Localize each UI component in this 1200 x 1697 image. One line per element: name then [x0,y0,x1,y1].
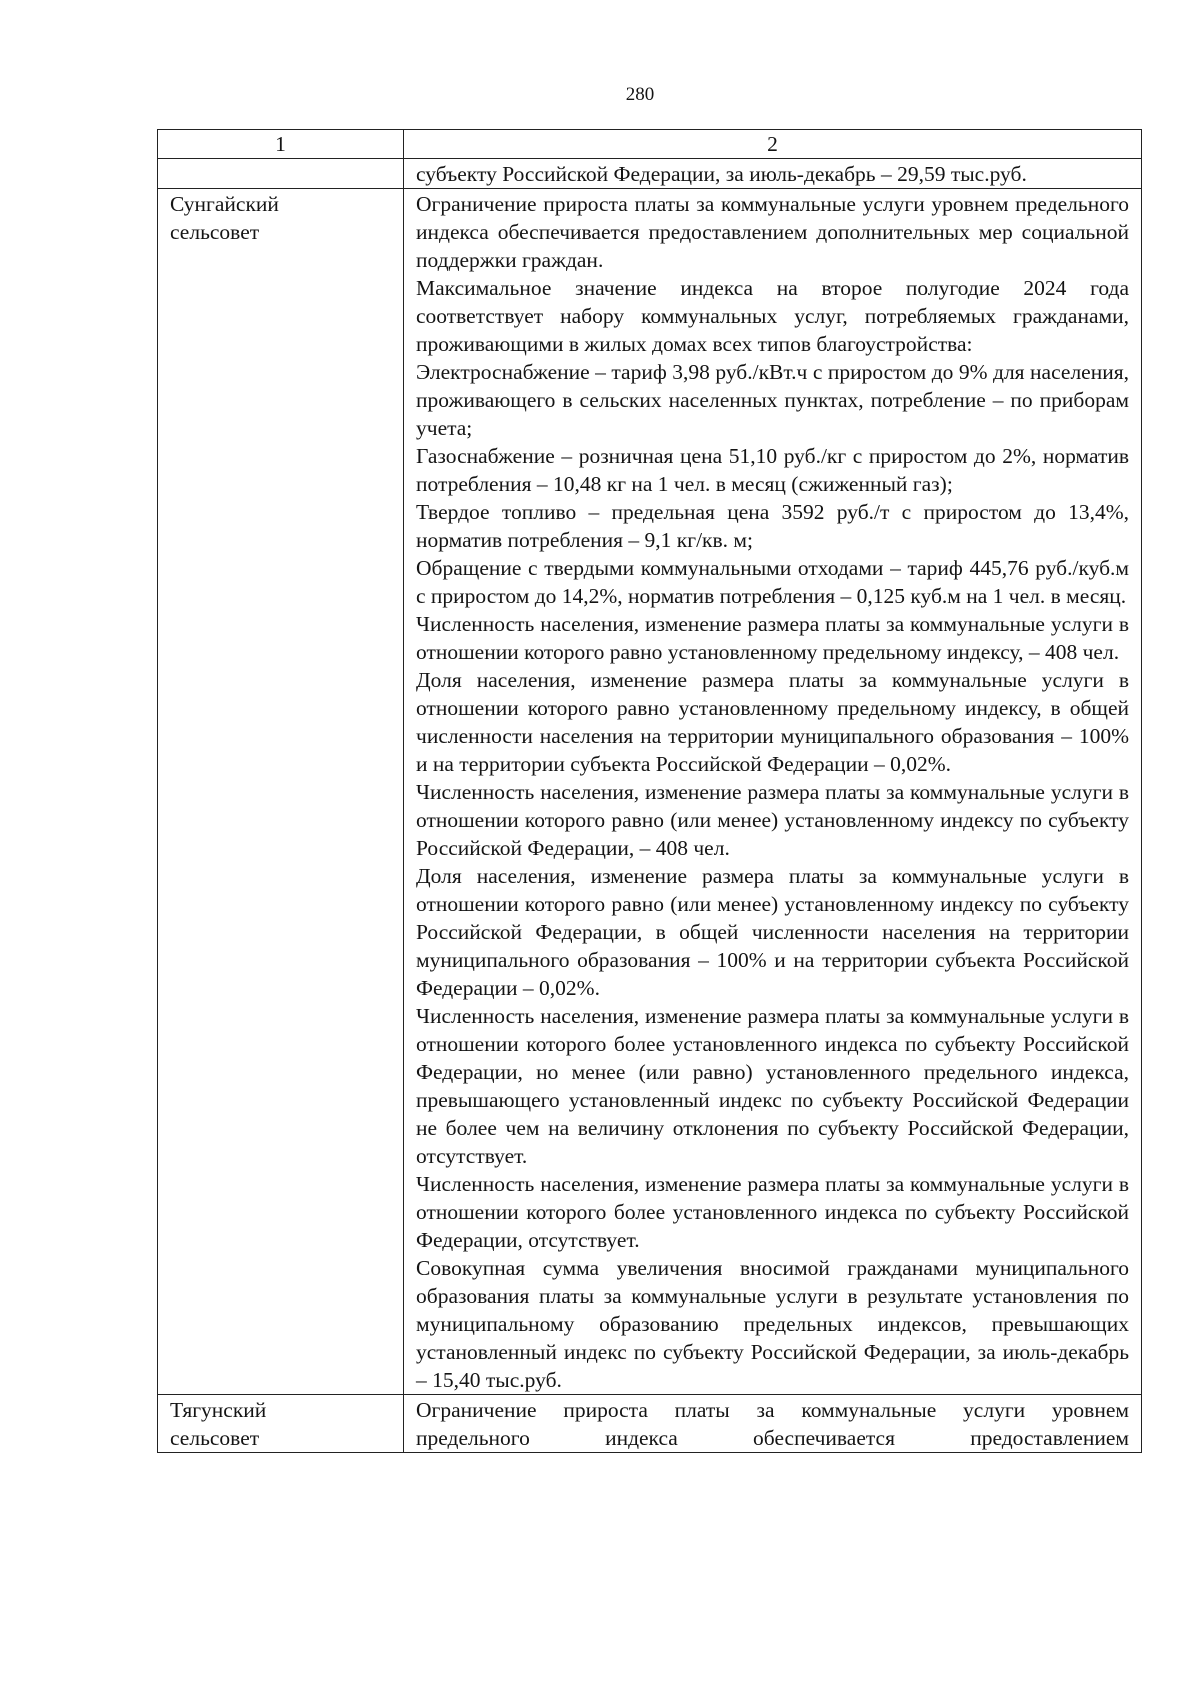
table-header-row [158,130,1142,159]
page-number: 280 [625,84,655,105]
paragraph: Электроснабжение – тариф 3,98 руб./кВт.ч с приростом до 9% для населения, проживающего в сельских населенных пунктах, потребление – по приборам учета; [416,360,1129,440]
paragraph: Численность населения, изменение размера платы за коммунальные услуги в отношении которого более установленного индекса по субъекту Российской Федерации, но менее (или равно) установленного предельного индекса, превышающего установленный индекс по субъекту Российской Федерации не более чем на величину отклонения по субъекту Российской Федерации, отсутствует. [416,1004,1129,1168]
municipality-type: сельсовет [170,1426,260,1450]
document-table [157,129,1142,1453]
paragraph: Совокупная сумма увеличения вносимой гражданами муниципального образования платы за коммунальные услуги в результате установления по муниципальному образованию предельных индексов, превышающих установленный индекс по субъекту Российской Федерации, за июль-декабрь – 15,40 тыс.руб. [416,1256,1129,1392]
municipality-type: сельсовет [170,220,260,244]
paragraph: Обращение с твердыми коммунальными отходами – тариф 445,76 руб./куб.м с приростом до 14,2%, норматив потребления – 0,125 куб.м на 1 чел. в месяц. [416,556,1129,608]
municipality-name: Сунгайский [170,192,279,216]
paragraph: Численность населения, изменение размера платы за коммунальные услуги в отношении которого равно (или менее) установленному индексу по субъекту Российской Федерации, – 408 чел. [416,780,1129,860]
paragraph: Газоснабжение – розничная цена 51,10 руб./кг с приростом до 2%, норматив потребления – 10,48 кг на 1 чел. в месяц (сжиженный газ); [416,444,1129,496]
municipality-name-cell [158,189,404,1395]
municipality-name: Тягунский [170,1398,267,1422]
continuation-row [158,159,1142,189]
paragraph-line: Ограничение прироста платы за коммунальные услуги уровнем [416,1398,1129,1422]
column-header-2: 2 [404,130,1142,159]
table-row [158,189,1142,1395]
paragraph: Численность населения, изменение размера платы за коммунальные услуги в отношении которого равно установленному предельному индексу, – 408 чел. [416,612,1129,664]
continuation-name-cell [158,159,404,189]
description-cell [404,1395,1142,1453]
paragraph: Доля населения, изменение размера платы за коммунальные услуги в отношении которого равно (или менее) установленному индексу по субъекту Российской Федерации, в общей численности населения на территории муниципального образования – 100% и на территории субъекта Российской Федерации – 0,02%. [416,864,1129,1000]
column-header-1: 1 [158,130,404,159]
paragraph: Ограничение прироста платы за коммунальные услуги уровнем предельного индекса обеспечивается предоставлением дополнительных мер социальной поддержки граждан. [416,192,1129,272]
table-row [158,1395,1142,1453]
paragraph-line: предельного индекса обеспечивается предоставлением [416,1426,1129,1450]
continuation-text: субъекту Российской Федерации, за июль-декабрь – 29,59 тыс.руб. [404,159,1142,189]
paragraph: Твердое топливо – предельная цена 3592 руб./т с приростом до 13,4%, норматив потребления – 9,1 кг/кв. м; [416,500,1129,552]
paragraph: Доля населения, изменение размера платы за коммунальные услуги в отношении которого равно установленному предельному индексу, в общей численности населения на территории муниципального образования – 100% и на территории субъекта Российской Федерации – 0,02%. [416,668,1129,776]
description-cell [404,189,1142,1395]
municipality-name-cell [158,1395,404,1453]
paragraph: Численность населения, изменение размера платы за коммунальные услуги в отношении которого более установленного индекса по субъекту Российской Федерации, отсутствует. [416,1172,1129,1252]
paragraph: Максимальное значение индекса на второе полугодие 2024 года соответствует набору коммунальных услуг, потребляемых гражданами, проживающими в жилых домах всех типов благоустройства: [416,276,1129,356]
